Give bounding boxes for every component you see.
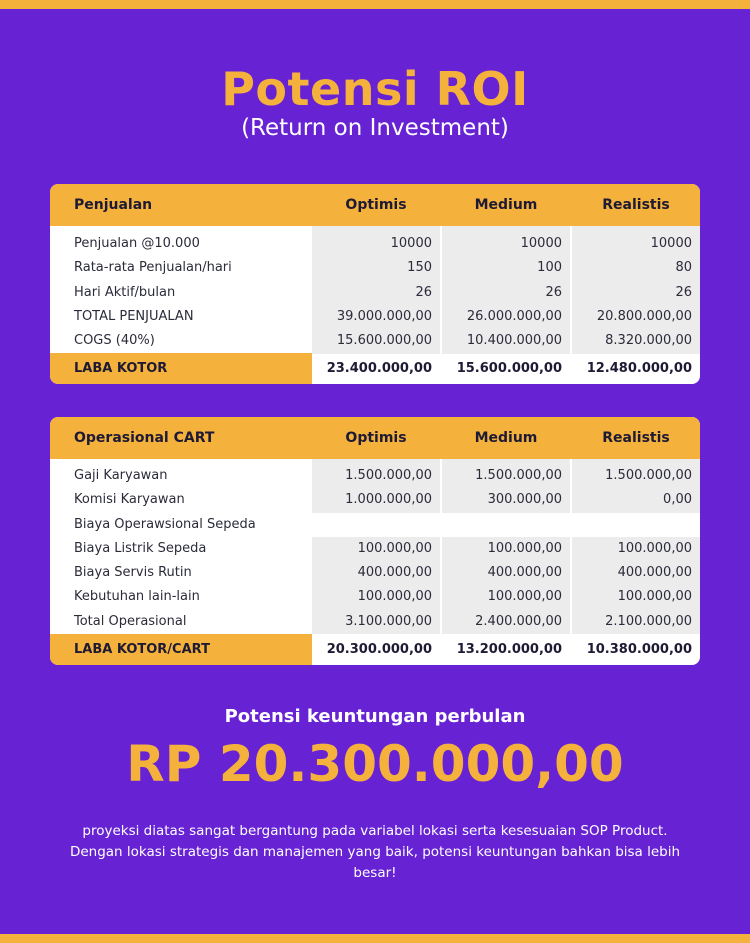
row-label: TOTAL PENJUALAN: [74, 308, 194, 324]
sales-table-body: [50, 226, 700, 354]
row-label: Komisi Karyawan: [74, 492, 185, 508]
total-realistis: 12.480.000,00: [586, 361, 692, 376]
value-realistis: 10000: [650, 236, 692, 251]
total-medium: 15.600.000,00: [456, 361, 562, 376]
table-row: [50, 232, 700, 256]
value-optimis: 1.500.000,00: [345, 468, 432, 483]
total-optimis: 20.300.000,00: [326, 642, 432, 657]
table-row: [50, 513, 700, 537]
value-medium: 10.400.000,00: [466, 333, 562, 349]
table-row: [50, 537, 700, 561]
value-medium: 10000: [520, 236, 562, 251]
table-row: [50, 256, 700, 280]
row-label: COGS (40%): [74, 333, 155, 349]
footnote: proyeksi diatas sangat bergantung pada variabel lokasi serta kesesuaian SOP Product. Dengan lokasi strategis dan manajemen yang baik, potensi keuntungan bahkan bisa lebih besar!: [69, 823, 681, 881]
row-label: Gaji Karyawan: [74, 468, 168, 483]
value-realistis: 2.100.000,00: [605, 613, 692, 629]
total-row-laba-kotor: [50, 353, 700, 384]
sales-table-header: [50, 184, 700, 226]
sales-table: [50, 184, 700, 384]
value-medium: 300.000,00: [487, 492, 562, 508]
value-realistis: 80: [675, 260, 692, 276]
total-optimis: 23.400.000,00: [326, 361, 432, 376]
table-row: [50, 329, 700, 353]
operational-table-body: [50, 459, 700, 634]
header-optimis: Optimis: [345, 197, 407, 213]
page-title: Potensi ROI: [221, 62, 529, 116]
total-medium: 13.200.000,00: [456, 642, 562, 657]
table-row: [50, 585, 700, 609]
row-label: Total Operasional: [74, 613, 187, 629]
header-realistis: Realistis: [602, 430, 670, 446]
header-penjualan: Penjualan: [74, 197, 153, 213]
potensi-label: Potensi keuntungan perbulan: [224, 706, 526, 727]
header-optimis: Optimis: [345, 430, 407, 446]
value-optimis: 100.000,00: [357, 540, 432, 556]
value-medium: 400.000,00: [487, 565, 562, 581]
value-optimis: 26: [415, 284, 432, 300]
table-row: [50, 281, 700, 305]
table-row: [50, 488, 700, 512]
table-row: [50, 561, 700, 585]
value-medium: 100: [537, 260, 562, 276]
value-realistis: 100.000,00: [617, 540, 692, 556]
value-optimis: 39.000.000,00: [336, 308, 432, 324]
header-medium: Medium: [474, 197, 538, 213]
value-realistis: 400.000,00: [617, 565, 692, 581]
total-label: LABA KOTOR: [74, 361, 168, 376]
value-realistis: 8.320.000,00: [605, 333, 692, 349]
operational-table-header: [50, 417, 700, 459]
bottom-accent-stripe: [0, 934, 750, 943]
operational-table: [50, 417, 700, 665]
table-row: [50, 305, 700, 329]
value-medium: 26.000.000,00: [466, 308, 562, 324]
potensi-amount: RP 20.300.000,00: [126, 735, 624, 793]
value-medium: 100.000,00: [487, 589, 562, 605]
value-medium: 26: [545, 284, 562, 300]
header-medium: Medium: [474, 430, 538, 446]
table-row: [50, 610, 700, 634]
row-label: Hari Aktif/bulan: [74, 284, 176, 300]
value-optimis: 10000: [390, 236, 432, 251]
total-realistis: 10.380.000,00: [586, 642, 692, 657]
row-label: Biaya Operawsional Sepeda: [74, 516, 256, 532]
row-label: Penjualan @10.000: [74, 236, 200, 251]
value-realistis: 0,00: [663, 492, 692, 508]
page-subtitle: (Return on Investment): [241, 115, 509, 141]
value-optimis: 100.000,00: [357, 589, 432, 605]
value-optimis: 1.000.000,00: [345, 492, 432, 508]
value-realistis: 1.500.000,00: [605, 468, 692, 483]
value-optimis: 15.600.000,00: [336, 333, 432, 349]
value-realistis: 20.800.000,00: [596, 308, 692, 324]
value-realistis: 26: [675, 284, 692, 300]
row-label: Biaya Listrik Sepeda: [74, 540, 207, 556]
value-medium: 1.500.000,00: [475, 468, 562, 483]
row-label: Rata-rata Penjualan/hari: [74, 260, 232, 276]
value-realistis: 100.000,00: [617, 589, 692, 605]
top-accent-stripe: [0, 0, 750, 9]
total-label: LABA KOTOR/CART: [74, 642, 210, 657]
value-medium: 100.000,00: [487, 540, 562, 556]
value-medium: 2.400.000,00: [475, 613, 562, 629]
value-optimis: 150: [407, 260, 432, 276]
total-row-laba-kotor-cart: [50, 634, 700, 665]
value-optimis: 400.000,00: [357, 565, 432, 581]
header-operasional-cart: Operasional CART: [74, 430, 215, 446]
row-label: Biaya Servis Rutin: [74, 565, 192, 581]
row-label: Kebutuhan lain-lain: [74, 589, 200, 605]
value-optimis: 3.100.000,00: [345, 613, 432, 629]
header-realistis: Realistis: [602, 197, 670, 213]
table-row: [50, 464, 700, 488]
